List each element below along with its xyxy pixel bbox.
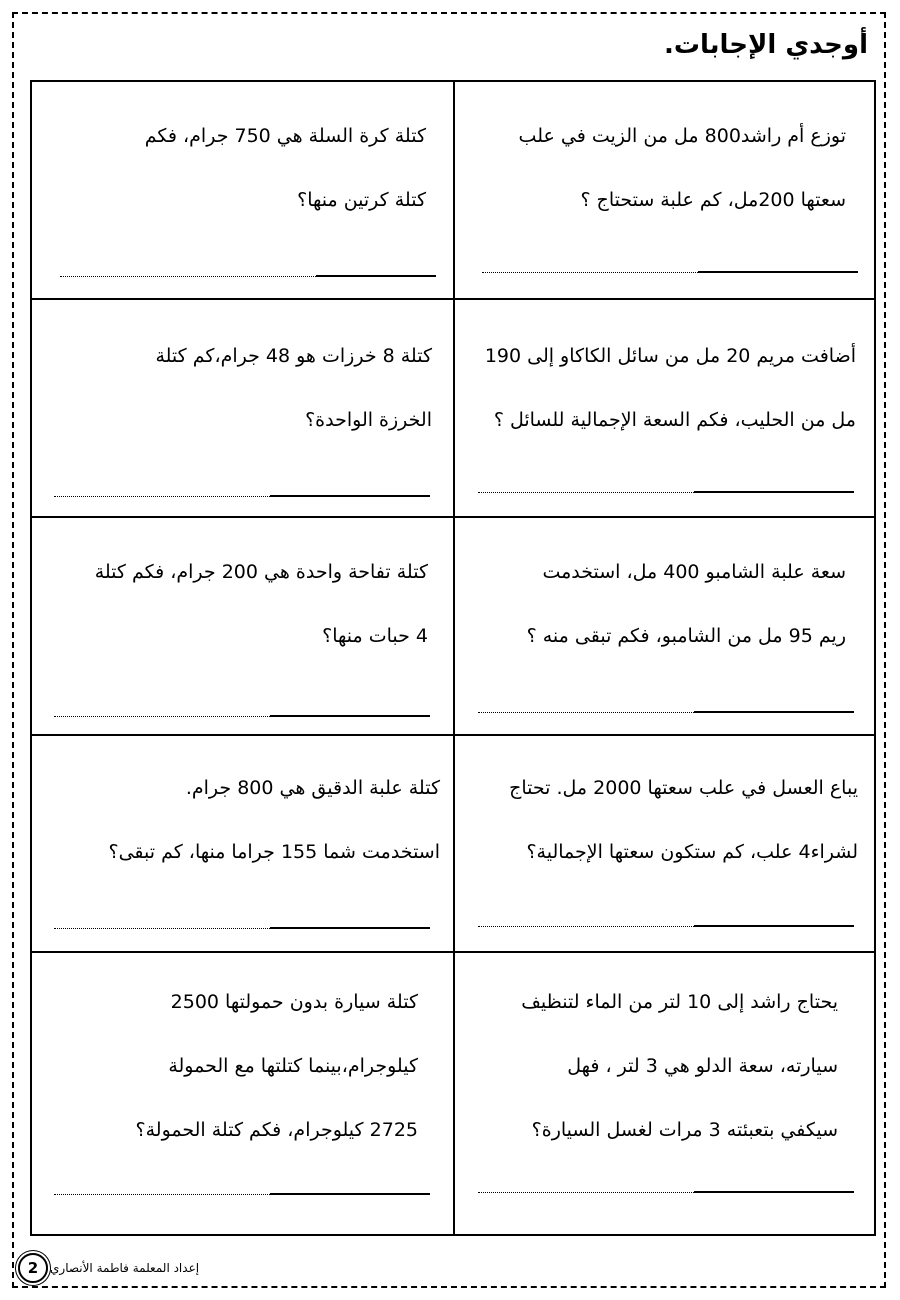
answer-line[interactable] — [54, 716, 430, 717]
question-line: أضافت مريم 20 مل من سائل الكاكاو إلى 190 — [484, 345, 856, 367]
footer — [18, 1254, 199, 1282]
question-7 — [509, 756, 858, 884]
answer-line[interactable] — [54, 928, 430, 929]
question-line: الخرزة الواحدة؟ — [305, 409, 432, 431]
question-line: استخدمت شما 155 جراما منها، كم تبقى؟ — [108, 841, 440, 863]
question-line: سعة علبة الشامبو 400 مل، استخدمت — [542, 561, 846, 583]
question-4 — [155, 324, 432, 452]
column-divider — [453, 82, 455, 1234]
question-8 — [108, 756, 440, 884]
answer-line[interactable] — [54, 496, 430, 497]
answer-line[interactable] — [478, 492, 854, 493]
question-line: كتلة علبة الدقيق هي 800 جرام. — [185, 777, 440, 799]
question-10 — [136, 970, 418, 1162]
row-divider — [32, 734, 874, 736]
answer-line[interactable] — [478, 926, 854, 927]
question-line: 4 حبات منها؟ — [322, 625, 428, 647]
author-credit: إعداد المعلمة فاطمة الأنصاري — [50, 1261, 200, 1275]
question-line: كتلة تفاحة واحدة هي 200 جرام، فكم كتلة — [94, 561, 428, 583]
page-number-badge: 2 — [18, 1253, 48, 1283]
question-line: مل من الحليب، فكم السعة الإجمالية للسائل ؟ — [493, 409, 856, 431]
question-9 — [521, 970, 838, 1162]
question-line: كتلة كرتين منها؟ — [297, 189, 426, 211]
row-divider — [32, 951, 874, 953]
question-line: لشراء4 علب، كم ستكون سعتها الإجمالية؟ — [526, 841, 858, 863]
answer-line[interactable] — [54, 1194, 430, 1195]
page-title: أوجدي الإجابات. — [663, 30, 868, 60]
question-6 — [95, 540, 428, 668]
question-line: توزع أم راشد800 مل من الزيت في علب — [518, 125, 846, 147]
question-line: يباع العسل في علب سعتها 2000 مل. تحتاج — [509, 777, 858, 799]
question-line: سعتها 200مل، كم علبة ستحتاج ؟ — [580, 189, 846, 211]
answer-line[interactable] — [482, 272, 858, 273]
question-line: كتلة سيارة بدون حمولتها 2500 — [170, 991, 418, 1013]
question-line: سيكفي بتعبئته 3 مرات لغسل السيارة؟ — [531, 1119, 838, 1141]
answer-line[interactable] — [478, 1192, 854, 1193]
question-3 — [485, 324, 856, 452]
question-1 — [519, 104, 846, 232]
question-line: كتلة كرة السلة هي 750 جرام، فكم — [144, 125, 426, 147]
answer-line[interactable] — [60, 276, 436, 277]
question-line: كتلة 8 خرزات هو 48 جرام،كم كتلة — [155, 345, 432, 367]
question-line: 2725 كيلوجرام، فكم كتلة الحمولة؟ — [135, 1119, 418, 1141]
question-5 — [527, 540, 846, 668]
worksheet-grid — [30, 80, 876, 1236]
question-line: ريم 95 مل من الشامبو، فكم تبقى منه ؟ — [526, 625, 846, 647]
row-divider — [32, 298, 874, 300]
question-line: سيارته، سعة الدلو هي 3 لتر ، فهل — [567, 1055, 838, 1077]
question-line: كيلوجرام،بينما كتلتها مع الحمولة — [168, 1055, 418, 1077]
question-line: يحتاج راشد إلى 10 لتر من الماء لتنظيف — [521, 991, 838, 1013]
row-divider — [32, 516, 874, 518]
question-2 — [145, 104, 426, 232]
answer-line[interactable] — [478, 712, 854, 713]
